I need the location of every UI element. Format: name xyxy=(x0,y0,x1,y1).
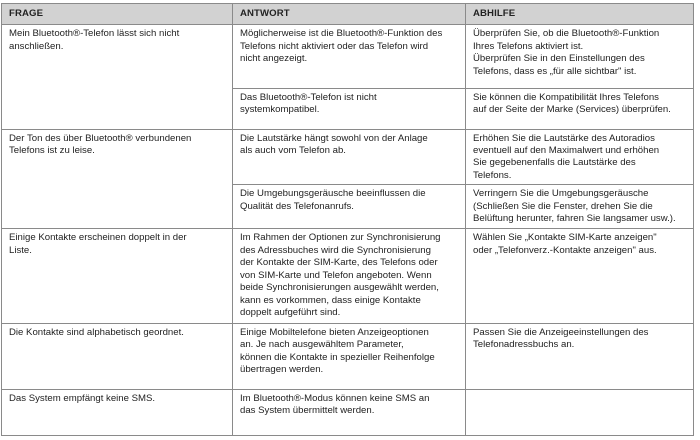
faq-table xyxy=(1,3,694,436)
cell-line: Möglicherweise ist die Bluetooth®-Funktion des xyxy=(240,28,443,40)
cell-line: Der Ton des über Bluetooth® verbundenen xyxy=(9,132,192,144)
cell-line: können die Kontakte in spezieller Reihenfolge xyxy=(240,351,435,363)
remedy-cell xyxy=(466,25,694,88)
remedy-cell xyxy=(466,88,694,129)
cell-line: Das Bluetooth®-Telefon ist nicht xyxy=(240,91,377,103)
cell-line: Telefons, dass es „für alle sichtbar" ist. xyxy=(473,65,637,77)
cell-line: von SIM-Karte und Telefon angeboten. Wenn xyxy=(240,269,432,281)
remedy-cell xyxy=(466,323,694,389)
cell-line: Passen Sie die Anzeigeeinstellungen des xyxy=(473,326,649,338)
table-row xyxy=(2,389,694,435)
cell-line: auf der Seite der Marke (Services) überprüfen. xyxy=(473,103,671,115)
header-abhilfe: ABHILFE xyxy=(466,4,694,25)
question-cell xyxy=(2,389,233,435)
answer-cell xyxy=(233,88,466,129)
answer-cell xyxy=(233,129,466,185)
header-frage: FRAGE xyxy=(2,4,233,25)
table-row xyxy=(2,25,694,88)
cell-line: Telefons nicht aktiviert oder das Telefon wird xyxy=(240,40,429,52)
cell-line: Im Bluetooth®-Modus können keine SMS an xyxy=(240,392,430,404)
cell-line: doppelt aufgeführt sind. xyxy=(240,306,341,318)
cell-line: (Schließen Sie die Fenster, drehen Sie die xyxy=(473,200,653,212)
cell-line: beide Synchronisierungen ausgewählt werden, xyxy=(240,282,439,294)
cell-line: Mein Bluetooth®-Telefon lässt sich nicht xyxy=(9,28,180,40)
cell-line: des Adressbuches wird die Synchronisierung xyxy=(240,244,431,256)
header-row xyxy=(2,4,694,25)
remedy-cell xyxy=(466,129,694,185)
cell-line: Wählen Sie „Kontakte SIM-Karte anzeigen" xyxy=(473,232,657,244)
answer-cell xyxy=(233,323,466,389)
answer-cell xyxy=(233,229,466,323)
cell-line: übertragen werden. xyxy=(240,363,324,375)
cell-line: oder „Telefonverz.-Kontakte anzeigen" aus. xyxy=(473,244,657,256)
remedy-cell xyxy=(466,185,694,229)
cell-line: Die Umgebungsgeräusche beeinflussen die xyxy=(240,188,426,200)
cell-line: Telefons ist zu leise. xyxy=(9,145,95,157)
cell-line: Belüftung herunter, fahren Sie langsamer usw.). xyxy=(473,213,676,225)
table-row xyxy=(2,323,694,389)
header-antwort: ANTWORT xyxy=(233,4,466,25)
remedy-cell xyxy=(466,389,694,435)
cell-line: systemkompatibel. xyxy=(240,103,320,115)
question-cell xyxy=(2,323,233,389)
cell-line: Telefons. xyxy=(473,169,512,181)
cell-line: Erhöhen Sie die Lautstärke des Autoradios xyxy=(473,132,655,144)
cell-line: Überprüfen Sie in den Einstellungen des xyxy=(473,53,645,65)
cell-line: anschließen. xyxy=(9,40,64,52)
cell-line: Sie gegebenenfalls die Lautstärke des xyxy=(473,157,636,169)
answer-cell xyxy=(233,25,466,88)
cell-line: Qualität des Telefonanrufs. xyxy=(240,200,354,212)
cell-line: Sie können die Kompatibilität Ihres Telefons xyxy=(473,91,659,103)
table-row xyxy=(2,129,694,185)
cell-line: eventuell auf den Maximalwert und erhöhen xyxy=(473,145,660,157)
remedy-cell xyxy=(466,229,694,323)
cell-line: Überprüfen Sie, ob die Bluetooth®-Funktion xyxy=(473,28,660,40)
cell-line: das System übermittelt werden. xyxy=(240,405,375,417)
cell-line: Verringern Sie die Umgebungsgeräusche xyxy=(473,188,649,200)
cell-line: Telefonadressbuchs an. xyxy=(473,339,575,351)
answer-cell xyxy=(233,389,466,435)
cell-line: Die Lautstärke hängt sowohl von der Anlage xyxy=(240,132,428,144)
cell-line: Die Kontakte sind alphabetisch geordnet. xyxy=(9,326,184,338)
cell-line: kann es vorkommen, dass einige Kontakte xyxy=(240,294,421,306)
question-cell xyxy=(2,229,233,323)
cell-line: Ihres Telefons aktiviert ist. xyxy=(473,40,584,52)
cell-line: der Kontakte der SIM-Karte, des Telefons oder xyxy=(240,257,438,269)
cell-line: Liste. xyxy=(9,244,32,256)
table-row xyxy=(2,229,694,323)
answer-cell xyxy=(233,185,466,229)
cell-line: Im Rahmen der Optionen zur Synchronisierung xyxy=(240,232,441,244)
cell-line: nicht angezeigt. xyxy=(240,53,308,65)
cell-line: an. Je nach ausgewähltem Parameter, xyxy=(240,339,404,351)
cell-line: als auch vom Telefon ab. xyxy=(240,145,346,157)
cell-line: Einige Mobiltelefone bieten Anzeigeoptionen xyxy=(240,326,429,338)
cell-line: Einige Kontakte erscheinen doppelt in der xyxy=(9,232,187,244)
question-cell xyxy=(2,129,233,229)
cell-line: Das System empfängt keine SMS. xyxy=(9,392,156,404)
question-cell xyxy=(2,25,233,129)
